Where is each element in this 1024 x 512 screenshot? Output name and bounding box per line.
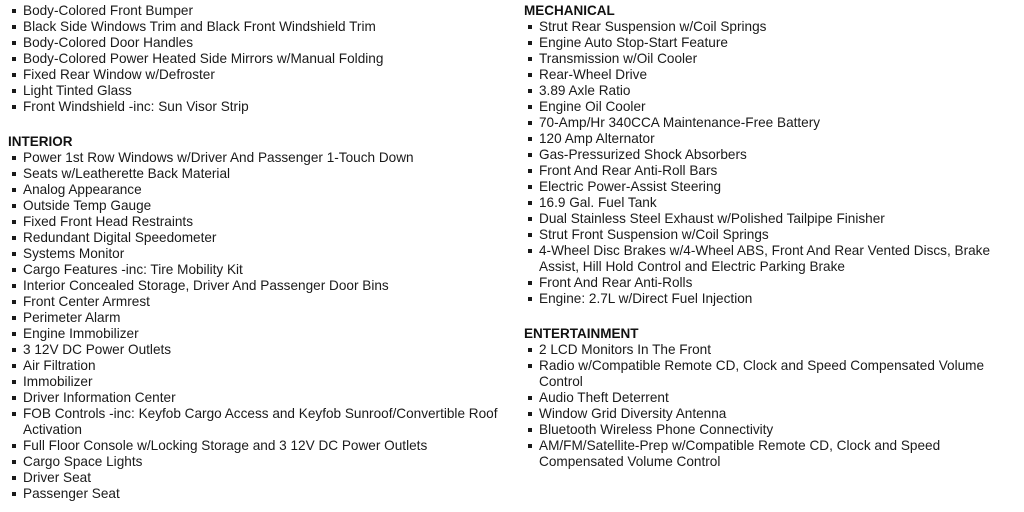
list-item: Front And Rear Anti-Roll Bars [526,163,1020,179]
mechanical-heading: MECHANICAL [524,3,615,18]
list-item: AM/FM/Satellite-Prep w/Compatible Remote CD, Clock and Speed Compensated Volume Control [526,438,1020,470]
list-item: Power 1st Row Windows w/Driver And Passenger 1-Touch Down [10,150,510,166]
list-item: Redundant Digital Speedometer [10,230,510,246]
list-item: Full Floor Console w/Locking Storage and 3 12V DC Power Outlets [10,438,510,454]
entertainment-list [526,342,1020,470]
interior-list [10,150,510,502]
list-item: Systems Monitor [10,246,510,262]
list-item: Passenger Seat [10,486,510,502]
list-item: Front And Rear Anti-Rolls [526,275,1020,291]
list-item: Driver Seat [10,470,510,486]
list-item: Fixed Rear Window w/Defroster [10,67,510,83]
entertainment-heading: ENTERTAINMENT [524,326,639,341]
list-item: Fixed Front Head Restraints [10,214,510,230]
exterior-list [10,3,510,115]
list-item: Front Windshield -inc: Sun Visor Strip [10,99,510,115]
list-item: Rear-Wheel Drive [526,67,1020,83]
list-item: Air Filtration [10,358,510,374]
list-item: 3.89 Axle Ratio [526,83,1020,99]
list-item: Bluetooth Wireless Phone Connectivity [526,422,1020,438]
section-spacer [10,115,510,134]
list-item: Engine: 2.7L w/Direct Fuel Injection [526,291,1020,307]
list-item: Engine Auto Stop-Start Feature [526,35,1020,51]
list-item: Strut Front Suspension w/Coil Springs [526,227,1020,243]
list-item: Body-Colored Door Handles [10,35,510,51]
list-item: FOB Controls -inc: Keyfob Cargo Access and Keyfob Sunroof/Convertible Roof Activation [10,406,510,438]
list-item: Radio w/Compatible Remote CD, Clock and Speed Compensated Volume Control [526,358,1020,390]
right-column [526,3,1020,470]
list-item: Perimeter Alarm [10,310,510,326]
list-item: 70-Amp/Hr 340CCA Maintenance-Free Battery [526,115,1020,131]
list-item: Seats w/Leatherette Back Material [10,166,510,182]
list-item: 3 12V DC Power Outlets [10,342,510,358]
list-item: Engine Oil Cooler [526,99,1020,115]
list-item: Dual Stainless Steel Exhaust w/Polished Tailpipe Finisher [526,211,1020,227]
list-item: Cargo Space Lights [10,454,510,470]
list-item: Cargo Features -inc: Tire Mobility Kit [10,262,510,278]
list-item: Analog Appearance [10,182,510,198]
section-spacer [526,307,1020,326]
list-item: Black Side Windows Trim and Black Front Windshield Trim [10,19,510,35]
list-item: Audio Theft Deterrent [526,390,1020,406]
list-item: Engine Immobilizer [10,326,510,342]
list-item: Front Center Armrest [10,294,510,310]
list-item: Driver Information Center [10,390,510,406]
list-item: Immobilizer [10,374,510,390]
list-item: Strut Rear Suspension w/Coil Springs [526,19,1020,35]
list-item: 4-Wheel Disc Brakes w/4-Wheel ABS, Front And Rear Vented Discs, Brake Assist, Hill Hold Control and Electric Parking Brake [526,243,1020,275]
list-item: Interior Concealed Storage, Driver And Passenger Door Bins [10,278,510,294]
list-item: 2 LCD Monitors In The Front [526,342,1020,358]
list-item: 16.9 Gal. Fuel Tank [526,195,1020,211]
list-item: Light Tinted Glass [10,83,510,99]
interior-heading: INTERIOR [8,134,73,149]
list-item: Window Grid Diversity Antenna [526,406,1020,422]
list-item: Body-Colored Front Bumper [10,3,510,19]
list-item: Outside Temp Gauge [10,198,510,214]
left-column [10,3,510,502]
list-item: Electric Power-Assist Steering [526,179,1020,195]
list-item: Gas-Pressurized Shock Absorbers [526,147,1020,163]
mechanical-list [526,19,1020,307]
list-item: Transmission w/Oil Cooler [526,51,1020,67]
list-item: 120 Amp Alternator [526,131,1020,147]
list-item: Body-Colored Power Heated Side Mirrors w/Manual Folding [10,51,510,67]
